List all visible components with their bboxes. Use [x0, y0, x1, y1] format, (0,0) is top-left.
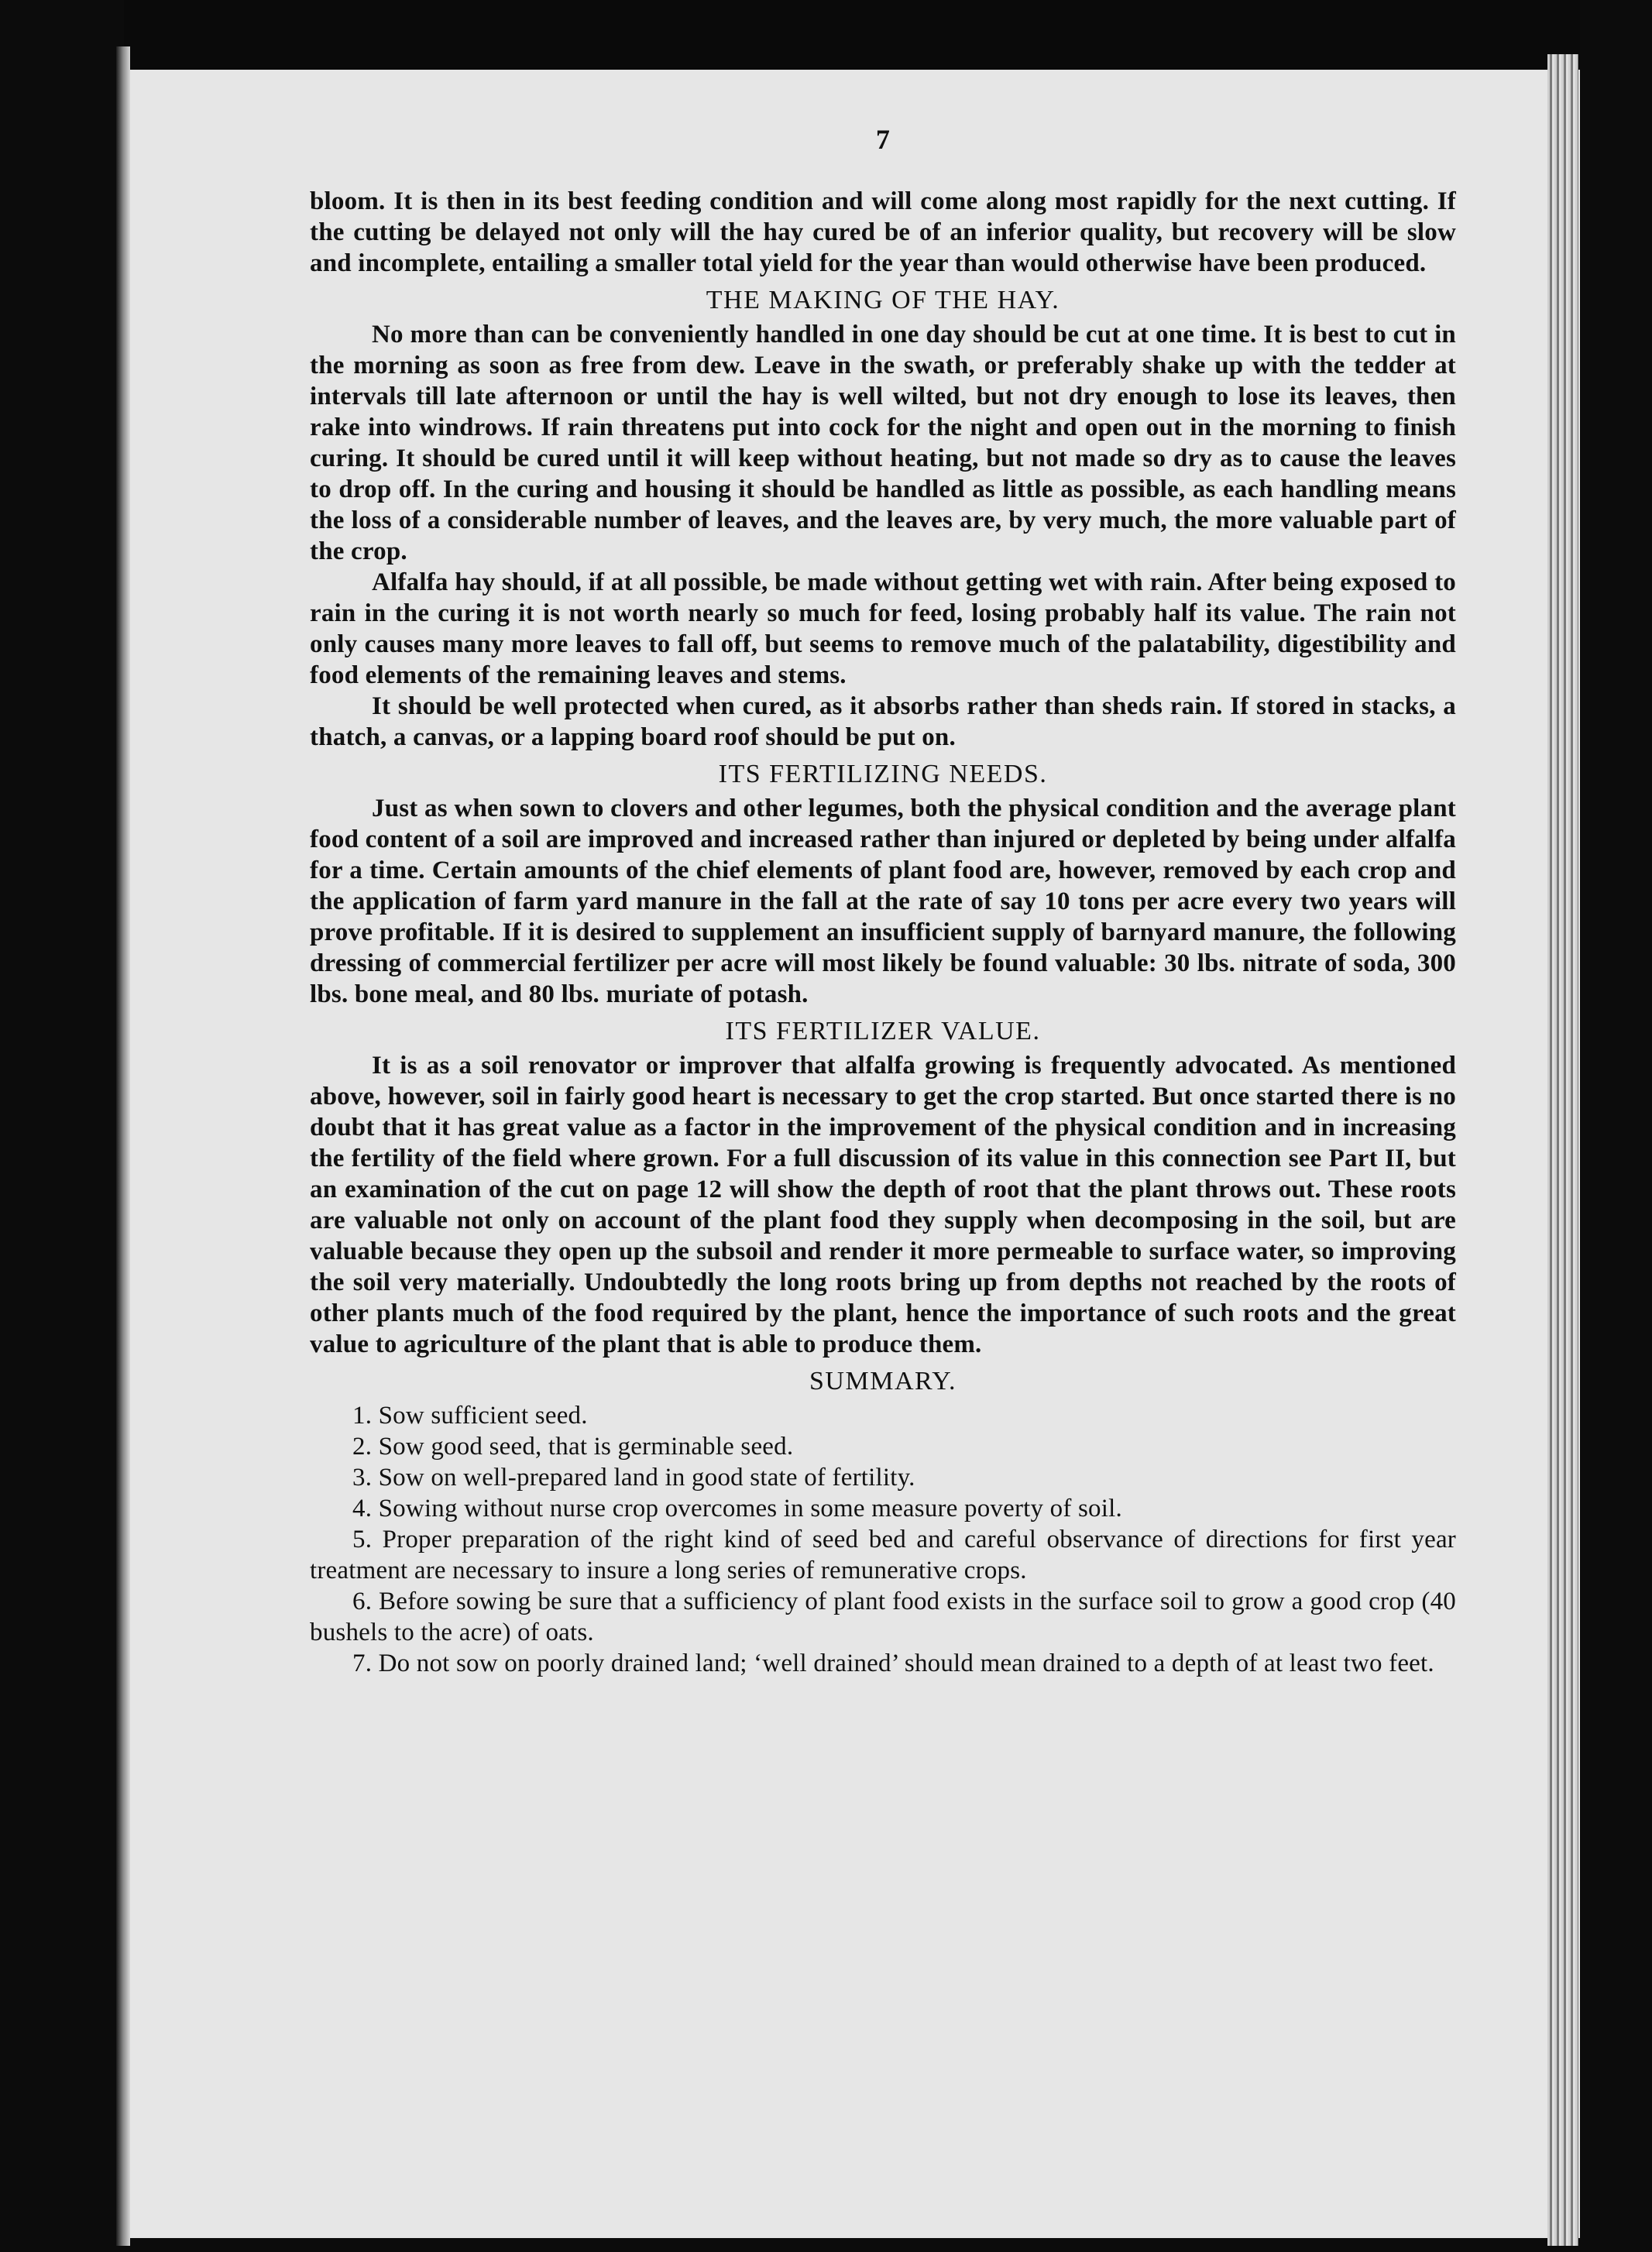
summary-item: 6. Before sowing be sure that a sufficiency of plant food exists in the surface soil to grow a good crop (40 bushels to the acre) of oats.: [310, 1588, 1456, 1646]
page-right-edge: [1547, 54, 1578, 2246]
heading-fertilizer-value: ITS FERTILIZER VALUE.: [725, 1017, 1041, 1045]
summary-list: [310, 1400, 1456, 1679]
summary-item: 4. Sowing without nurse crop overcomes in some measure poverty of soil.: [352, 1495, 1122, 1523]
page-left-edge: [116, 46, 130, 2246]
paragraph-value-1: It is as a soil renovator or improver that alfalfa growing is frequently advocated. As mentioned above, however, soil in fairly good heart is necessary to get the crop started. But once started there is no doubt that it has great value as a factor in the improvement of the physical condition and in increasing the fertility of the field where grown. For a full discussion of its value in this connection see Part II, but an examination of the cut on page 12 will show the depth of root that the plant throws out. These roots are valuable not only on account of the plant food they supply when decomposing in the soil, but are valuable because they open up the subsoil and render it more permeable to surface water, so improving the soil very materially. Undoubtedly the long roots bring up from depths not reached by the roots of other plants much of the food required by the plant, hence the importance of such roots and the great value to agriculture of the plant that is able to produce them.: [310, 1052, 1456, 1358]
summary-item: 2. Sow good seed, that is germinable seed.: [352, 1433, 794, 1461]
summary-item: 5. Proper preparation of the right kind of seed bed and careful observance of directions for first year treatment are necessary to insure a long series of remunerative crops.: [310, 1526, 1456, 1584]
paragraph-making-3: It should be well protected when cured, as it absorbs rather than sheds rain. If stored in stacks, a thatch, a canvas, or a lapping board roof should be put on.: [310, 692, 1456, 751]
intro-paragraph: bloom. It is then in its best feeding condition and will come along most rapidly for the next cutting. If the cutting be delayed not only will the hay cured be of an inferior quality, but recovery will be slow and incomplete, entailing a smaller total yield for the year than would otherwise have been produced.: [310, 187, 1456, 277]
scan-top-shadow: [124, 0, 1580, 74]
heading-making-of-hay: THE MAKING OF THE HAY.: [706, 286, 1060, 314]
page-text: [310, 124, 1456, 1679]
summary-item: 1. Sow sufficient seed.: [352, 1402, 588, 1430]
page-number: 7: [875, 124, 891, 155]
summary-item: 3. Sow on well-prepared land in good state of fertility.: [352, 1464, 915, 1492]
paragraph-fertilizing-1: Just as when sown to clovers and other legumes, both the physical condition and the average plant food content of a soil are improved and increased rather than injured or depleted by being under alfalfa for a time. Certain amounts of the chief elements of plant food are, however, removed by each crop and the application of farm yard manure in the fall at the rate of say 10 tons per acre every two years will prove profitable. If it is desired to supplement an insufficient supply of barnyard manure, the following dressing of commercial fertilizer per acre will most likely be found valuable: 30 lbs. nitrate of soda, 300 lbs. bone meal, and 80 lbs. muriate of potash.: [310, 795, 1456, 1008]
paragraph-making-2: Alfalfa hay should, if at all possible, be made without getting wet with rain. After being exposed to rain in the curing it is not worth nearly so much for feed, losing probably half its value. The rain not only causes many more leaves to fall off, but seems to remove much of the palatability, digestibility and food elements of the remaining leaves and stems.: [310, 568, 1456, 689]
heading-fertilizing-needs: ITS FERTILIZING NEEDS.: [718, 760, 1048, 788]
paragraph-making-1: No more than can be conveniently handled in one day should be cut at one time. It is best to cut in the morning as soon as free from dew. Leave in the swath, or preferably shake up with the tedder at intervals till late afternoon or until the hay is well wilted, but not dry enough to lose its leaves, then rake into windrows. If rain threatens put into cock for the night and open out in the morning to finish curing. It should be cured until it will keep without heating, but not made so dry as to cause the leaves to drop off. In the curing and housing it should be handled as little as possible, as each handling means the loss of a considerable number of leaves, and the leaves are, by very much, the more valuable part of the crop.: [310, 321, 1456, 565]
heading-summary: SUMMARY.: [809, 1367, 957, 1395]
summary-item: 7. Do not sow on poorly drained land; ‘well drained’ should mean drained to a depth of at least two feet.: [352, 1650, 1434, 1677]
